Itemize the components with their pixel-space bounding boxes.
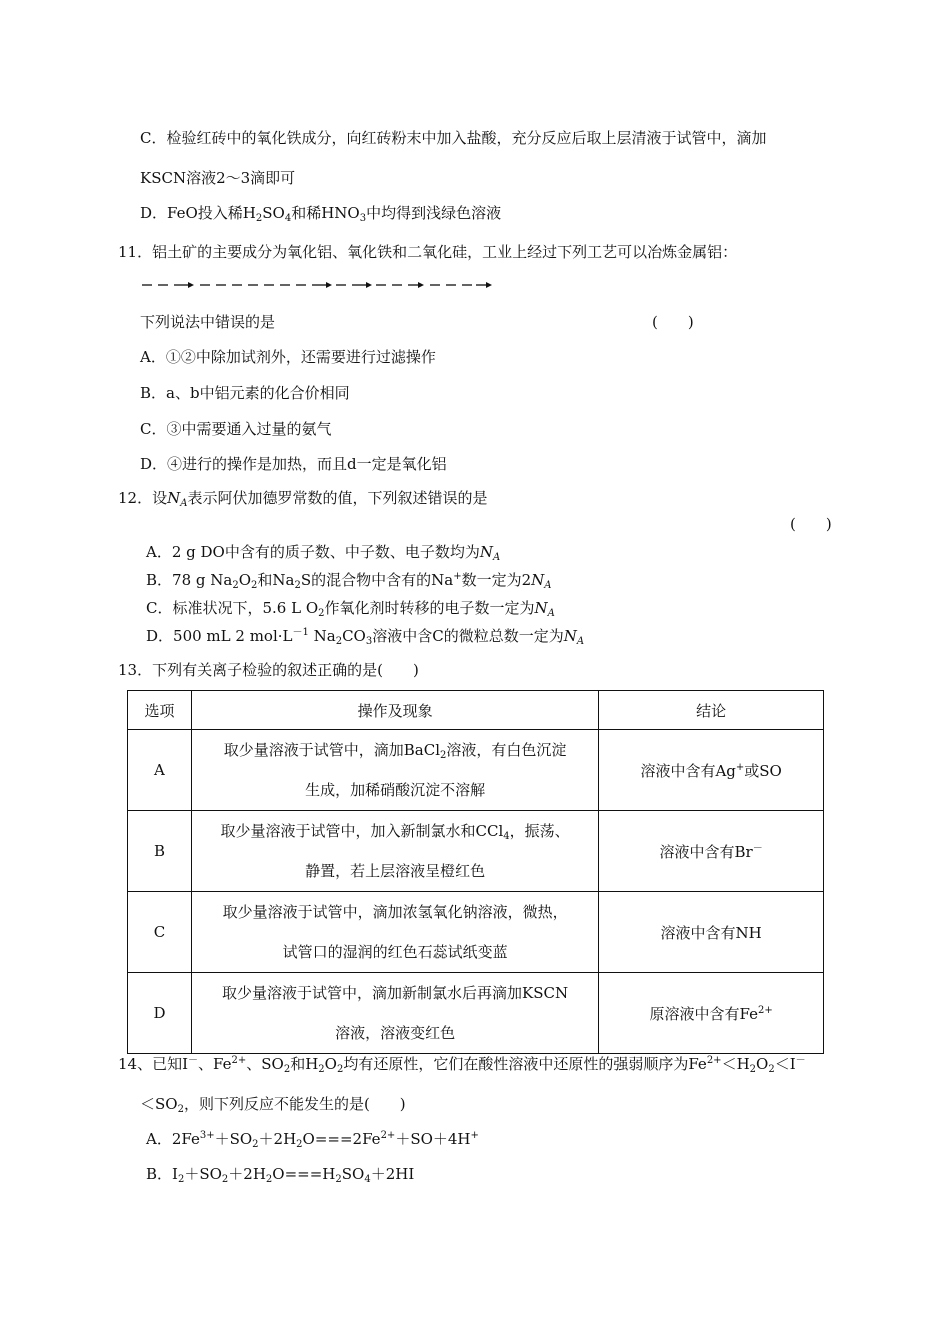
q13-table	[127, 690, 824, 1054]
q12-option-d: D．500 mL 2 $mol\cdot L^{-1}$ $Na_2CO_3$溶液中含C的微粒总数一定为$N_A$	[146, 627, 585, 647]
table-row	[128, 730, 824, 811]
q12-option-c: C．标准状况下，5.6 L $O_2$作氧化剂时转移的电子数一定为$N_A$	[146, 599, 555, 619]
table-header-conclusion: 结论	[599, 691, 824, 730]
table-cell-conclusion: 溶液中含有Br－	[599, 811, 824, 892]
q12-answer-paren: ( )	[790, 515, 832, 533]
table-row	[128, 892, 824, 973]
table-cell-option: C	[128, 892, 192, 973]
q11-option-a: A．①②中除加试剂外，还需要进行过滤操作	[140, 348, 436, 366]
q11-option-b: B．a、b中铝元素的化合价相同	[140, 384, 350, 402]
q11-answer-paren: ( )	[652, 313, 694, 331]
table-cell-operation: 取少量溶液于试管中，加入新制氯水和CCl$_4$，振荡、 静置，若上层溶液呈橙红色	[191, 811, 598, 892]
table-cell-conclusion: 原溶液中含有$Fe^{2+}$	[599, 973, 824, 1054]
q11-option-d: D．④进行的操作是加热，而且d一定是氧化铝	[140, 455, 447, 473]
q11-prompt: 下列说法中错误的是	[140, 313, 276, 331]
q10-option-c-line1: C．检验红砖中的氧化铁成分，向红砖粉末中加入盐酸，充分反应后取上层清液于试管中，滴加	[140, 129, 767, 147]
table-cell-conclusion: 溶液中含有NH	[599, 892, 824, 973]
table-cell-operation: 取少量溶液于试管中，滴加新制氯水后再滴加KSCN 溶液，溶液变红色	[191, 973, 598, 1054]
q12-option-a: A．2 g DO中含有的质子数、中子数、电子数均为$N_A$	[146, 543, 501, 563]
q14-option-a: A．$2Fe^{3+}+SO_2+2H_2O===2Fe^{2+}+SO+4H^+$	[146, 1130, 479, 1150]
q14-stem-line1: 14、已知I－、$Fe^{2+}$、$SO_2$和$H_2O_2$均有还原性，它们在酸性溶液中还原性的强弱顺序为$Fe^{2+}<H_2O_2<I^-$	[118, 1055, 806, 1075]
q11-stem: 11．铝土矿的主要成分为氧化铝、氧化铁和二氧化硅，工业上经过下列工艺可以冶炼金属铝：	[118, 243, 738, 261]
q14-stem-line2: $<SO_2$，则下列反应不能发生的是( )	[140, 1095, 406, 1115]
table-cell-option: A	[128, 730, 192, 811]
table-cell-option: D	[128, 973, 192, 1054]
table-cell-option: B	[128, 811, 192, 892]
q12-stem: 12．设$N_A$表示阿伏加德罗常数的值，下列叙述错误的是	[118, 489, 488, 509]
q10-option-c-line2: KSCN溶液2～3滴即可	[140, 169, 296, 187]
table-header-option: 选项	[128, 691, 192, 730]
q11-option-c: C．③中需要通入过量的氨气	[140, 420, 332, 438]
table-row	[128, 811, 824, 892]
table-cell-conclusion: 溶液中含有Ag+或SO	[599, 730, 824, 811]
q12-option-b: B．78 g $Na_2O_2$和$Na_2S$的混合物中含有的Na+数一定为$2N_A$	[146, 571, 552, 591]
table-row	[128, 973, 824, 1054]
q10-option-d: D．FeO投入稀$H_2SO_4$和稀$HNO_3$中均得到浅绿色溶液	[140, 204, 502, 224]
table-header-operation: 操作及现象	[191, 691, 598, 730]
q11-process-flow-arrows	[140, 278, 492, 292]
q14-option-b: B．$I_2+SO_2+2H_2O===H_2SO_4+2HI$	[146, 1165, 415, 1185]
table-cell-operation: 取少量溶液于试管中，滴加浓氢氧化钠溶液，微热， 试管口的湿润的红色石蕊试纸变蓝	[191, 892, 598, 973]
table-cell-operation: 取少量溶液于试管中，滴加BaCl$_2$溶液，有白色沉淀 生成，加稀硝酸沉淀不溶解	[191, 730, 598, 811]
table-header-row	[128, 691, 824, 730]
q13-stem: 13．下列有关离子检验的叙述正确的是( )	[118, 661, 419, 679]
